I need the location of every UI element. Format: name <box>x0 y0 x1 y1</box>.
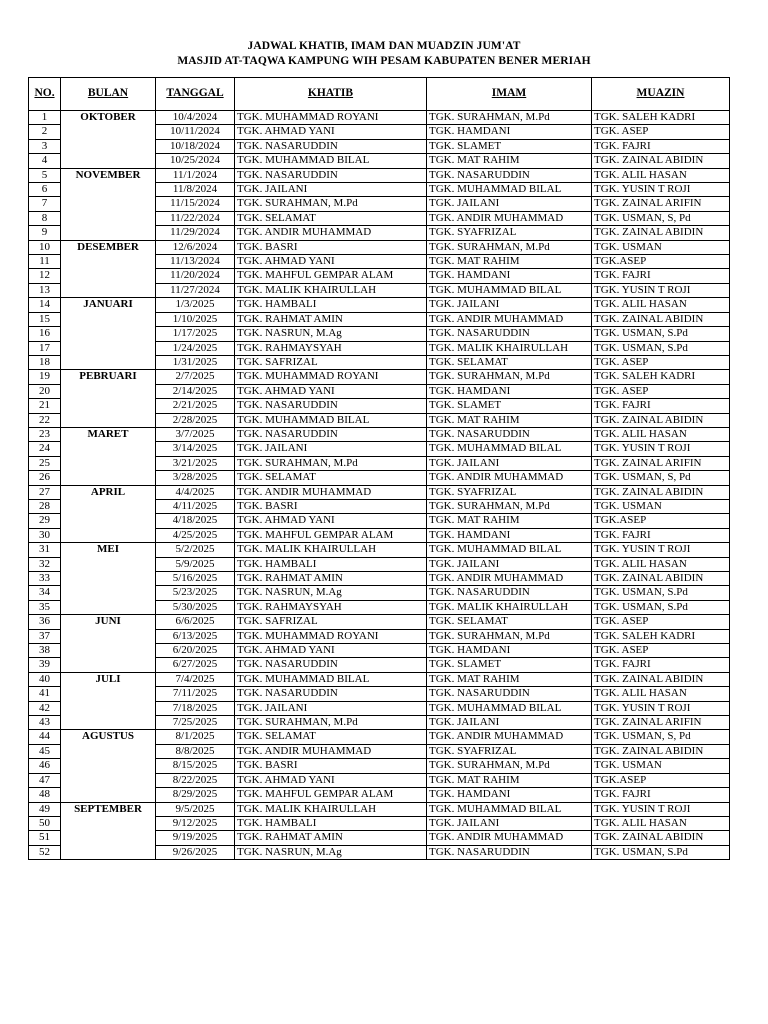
friday-date: 2/14/2025 <box>156 384 235 398</box>
khatib-name: TGK. AHMAD YANI <box>235 125 427 139</box>
imam-name: TGK. ANDIR MUHAMMAD <box>427 312 592 326</box>
muazin-name: TGK. USMAN, S, Pd <box>592 211 730 225</box>
friday-date: 8/1/2025 <box>156 730 235 744</box>
row-number: 24 <box>29 442 61 456</box>
imam-name: TGK. ANDIR MUHAMMAD <box>427 211 592 225</box>
khatib-name: TGK. AHMAD YANI <box>235 514 427 528</box>
khatib-name: TGK. RAHMAT AMIN <box>235 831 427 845</box>
friday-date: 10/18/2024 <box>156 139 235 153</box>
muazin-name: TGK. ZAINAL ABIDIN <box>592 154 730 168</box>
muazin-name: TGK. YUSIN T ROJI <box>592 543 730 557</box>
friday-date: 9/26/2025 <box>156 845 235 859</box>
friday-date: 7/11/2025 <box>156 687 235 701</box>
muazin-name: TGK.ASEP <box>592 514 730 528</box>
muazin-name: TGK. YUSIN T ROJI <box>592 183 730 197</box>
imam-name: TGK. NASARUDDIN <box>427 327 592 341</box>
imam-name: TGK. MUHAMMAD BILAL <box>427 701 592 715</box>
imam-name: TGK. SYAFRIZAL <box>427 485 592 499</box>
imam-name: TGK. SELAMAT <box>427 615 592 629</box>
row-number: 52 <box>29 845 61 859</box>
row-number: 49 <box>29 802 61 816</box>
friday-date: 6/27/2025 <box>156 658 235 672</box>
friday-date: 6/20/2025 <box>156 644 235 658</box>
row-number: 3 <box>29 139 61 153</box>
khatib-name: TGK. JAILANI <box>235 183 427 197</box>
khatib-name: TGK. ANDIR MUHAMMAD <box>235 226 427 240</box>
muazin-name: TGK. YUSIN T ROJI <box>592 802 730 816</box>
muazin-name: TGK. FAJRI <box>592 528 730 542</box>
friday-date: 7/4/2025 <box>156 672 235 686</box>
table-row <box>29 615 730 629</box>
muazin-name: TGK.ASEP <box>592 773 730 787</box>
row-number: 28 <box>29 499 61 513</box>
imam-name: TGK. ANDIR MUHAMMAD <box>427 471 592 485</box>
muazin-name: TGK. ASEP <box>592 384 730 398</box>
muazin-name: TGK. ZAINAL ABIDIN <box>592 672 730 686</box>
muazin-name: TGK. USMAN <box>592 240 730 254</box>
imam-name: TGK. MAT RAHIM <box>427 413 592 427</box>
schedule-table <box>28 77 730 860</box>
row-number: 11 <box>29 255 61 269</box>
muazin-name: TGK. ALIL HASAN <box>592 816 730 830</box>
month-name: JULI <box>61 672 156 730</box>
muazin-name: TGK. USMAN, S.Pd <box>592 845 730 859</box>
friday-date: 10/4/2024 <box>156 111 235 125</box>
table-row <box>29 543 730 557</box>
khatib-name: TGK. MUHAMMAD BILAL <box>235 154 427 168</box>
muazin-name: TGK. ASEP <box>592 355 730 369</box>
muazin-name: TGK. USMAN, S.Pd <box>592 341 730 355</box>
friday-date: 2/7/2025 <box>156 370 235 384</box>
row-number: 31 <box>29 543 61 557</box>
month-name: DESEMBER <box>61 240 156 298</box>
khatib-name: TGK. ANDIR MUHAMMAD <box>235 485 427 499</box>
month-name: MARET <box>61 427 156 485</box>
khatib-name: TGK. AHMAD YANI <box>235 384 427 398</box>
imam-name: TGK. MUHAMMAD BILAL <box>427 183 592 197</box>
khatib-name: TGK. JAILANI <box>235 701 427 715</box>
khatib-name: TGK. MUHAMMAD ROYANI <box>235 629 427 643</box>
row-number: 19 <box>29 370 61 384</box>
imam-name: TGK. SLAMET <box>427 139 592 153</box>
muazin-name: TGK. ALIL HASAN <box>592 687 730 701</box>
friday-date: 9/12/2025 <box>156 816 235 830</box>
month-name: SEPTEMBER <box>61 802 156 860</box>
imam-name: TGK. SURAHMAN, M.Pd <box>427 759 592 773</box>
imam-name: TGK. SURAHMAN, M.Pd <box>427 240 592 254</box>
imam-name: TGK. MAT RAHIM <box>427 255 592 269</box>
row-number: 43 <box>29 716 61 730</box>
khatib-name: TGK. NASARUDDIN <box>235 139 427 153</box>
header-tanggal: TANGGAL <box>156 78 235 111</box>
row-number: 12 <box>29 269 61 283</box>
table-row <box>29 730 730 744</box>
khatib-name: TGK. BASRI <box>235 759 427 773</box>
row-number: 39 <box>29 658 61 672</box>
month-name: JUNI <box>61 615 156 673</box>
khatib-name: TGK. HAMBALI <box>235 298 427 312</box>
khatib-name: TGK. MAHFUL GEMPAR ALAM <box>235 788 427 802</box>
table-row <box>29 298 730 312</box>
month-name: NOVEMBER <box>61 168 156 240</box>
header-no: NO. <box>29 78 61 111</box>
imam-name: TGK. SLAMET <box>427 399 592 413</box>
muazin-name: TGK. USMAN <box>592 759 730 773</box>
row-number: 5 <box>29 168 61 182</box>
row-number: 34 <box>29 586 61 600</box>
row-number: 37 <box>29 629 61 643</box>
row-number: 33 <box>29 572 61 586</box>
month-name: PEBRUARI <box>61 370 156 428</box>
khatib-name: TGK. SELAMAT <box>235 211 427 225</box>
friday-date: 1/10/2025 <box>156 312 235 326</box>
muazin-name: TGK. SALEH KADRI <box>592 629 730 643</box>
khatib-name: TGK. NASARUDDIN <box>235 687 427 701</box>
friday-date: 1/24/2025 <box>156 341 235 355</box>
row-number: 35 <box>29 600 61 614</box>
imam-name: TGK. MUHAMMAD BILAL <box>427 543 592 557</box>
muazin-name: TGK.ASEP <box>592 255 730 269</box>
document-title: JADWAL KHATIB, IMAM DAN MUADZIN JUM'AT <box>247 40 521 52</box>
friday-date: 7/18/2025 <box>156 701 235 715</box>
imam-name: TGK. JAILANI <box>427 456 592 470</box>
khatib-name: TGK. NASARUDDIN <box>235 399 427 413</box>
muazin-name: TGK. ZAINAL ARIFIN <box>592 456 730 470</box>
friday-date: 5/2/2025 <box>156 543 235 557</box>
row-number: 29 <box>29 514 61 528</box>
muazin-name: TGK. FAJRI <box>592 399 730 413</box>
khatib-name: TGK. AHMAD YANI <box>235 773 427 787</box>
khatib-name: TGK. SAFRIZAL <box>235 615 427 629</box>
muazin-name: TGK. YUSIN T ROJI <box>592 283 730 297</box>
khatib-name: TGK. MALIK KHAIRULLAH <box>235 283 427 297</box>
table-row <box>29 111 730 125</box>
imam-name: TGK. NASARUDDIN <box>427 845 592 859</box>
khatib-name: TGK. SURAHMAN, M.Pd <box>235 716 427 730</box>
khatib-name: TGK. NASARUDDIN <box>235 427 427 441</box>
month-name: APRIL <box>61 485 156 543</box>
khatib-name: TGK. SELAMAT <box>235 730 427 744</box>
row-number: 4 <box>29 154 61 168</box>
khatib-name: TGK. NASRUN, M.Ag <box>235 845 427 859</box>
khatib-name: TGK. MUHAMMAD BILAL <box>235 413 427 427</box>
row-number: 23 <box>29 427 61 441</box>
table-row <box>29 427 730 441</box>
friday-date: 5/23/2025 <box>156 586 235 600</box>
row-number: 1 <box>29 111 61 125</box>
khatib-name: TGK. NASARUDDIN <box>235 658 427 672</box>
imam-name: TGK. MAT RAHIM <box>427 773 592 787</box>
row-number: 16 <box>29 327 61 341</box>
imam-name: TGK. JAILANI <box>427 557 592 571</box>
muazin-name: TGK. ZAINAL ARIFIN <box>592 197 730 211</box>
friday-date: 4/11/2025 <box>156 499 235 513</box>
friday-date: 11/27/2024 <box>156 283 235 297</box>
khatib-name: TGK. SURAHMAN, M.Pd <box>235 197 427 211</box>
muazin-name: TGK. SALEH KADRI <box>592 111 730 125</box>
row-number: 10 <box>29 240 61 254</box>
khatib-name: TGK. BASRI <box>235 240 427 254</box>
friday-date: 5/30/2025 <box>156 600 235 614</box>
khatib-name: TGK. BASRI <box>235 499 427 513</box>
muazin-name: TGK. ZAINAL ABIDIN <box>592 413 730 427</box>
imam-name: TGK. SYAFRIZAL <box>427 226 592 240</box>
khatib-name: TGK. SAFRIZAL <box>235 355 427 369</box>
table-row <box>29 370 730 384</box>
muazin-name: TGK. ASEP <box>592 125 730 139</box>
row-number: 13 <box>29 283 61 297</box>
muazin-name: TGK. ASEP <box>592 615 730 629</box>
muazin-name: TGK. USMAN, S, Pd <box>592 471 730 485</box>
friday-date: 4/18/2025 <box>156 514 235 528</box>
row-number: 41 <box>29 687 61 701</box>
row-number: 15 <box>29 312 61 326</box>
imam-name: TGK. JAILANI <box>427 298 592 312</box>
imam-name: TGK. MAT RAHIM <box>427 514 592 528</box>
friday-date: 11/29/2024 <box>156 226 235 240</box>
khatib-name: TGK. MALIK KHAIRULLAH <box>235 802 427 816</box>
khatib-name: TGK. HAMBALI <box>235 816 427 830</box>
document-subtitle: MASJID AT-TAQWA KAMPUNG WIH PESAM KABUPATEN BENER MERIAH <box>177 55 591 67</box>
khatib-name: TGK. MUHAMMAD ROYANI <box>235 111 427 125</box>
row-number: 8 <box>29 211 61 225</box>
row-number: 20 <box>29 384 61 398</box>
muazin-name: TGK. SALEH KADRI <box>592 370 730 384</box>
friday-date: 6/6/2025 <box>156 615 235 629</box>
row-number: 38 <box>29 644 61 658</box>
khatib-name: TGK. MUHAMMAD BILAL <box>235 672 427 686</box>
imam-name: TGK. HAMDANI <box>427 384 592 398</box>
imam-name: TGK. HAMDANI <box>427 788 592 802</box>
khatib-name: TGK. MALIK KHAIRULLAH <box>235 543 427 557</box>
friday-date: 1/3/2025 <box>156 298 235 312</box>
imam-name: TGK. SELAMAT <box>427 355 592 369</box>
friday-date: 5/9/2025 <box>156 557 235 571</box>
muazin-name: TGK. YUSIN T ROJI <box>592 701 730 715</box>
friday-date: 2/28/2025 <box>156 413 235 427</box>
muazin-name: TGK. ALIL HASAN <box>592 168 730 182</box>
row-number: 30 <box>29 528 61 542</box>
imam-name: TGK. NASARUDDIN <box>427 168 592 182</box>
muazin-name: TGK. FAJRI <box>592 788 730 802</box>
friday-date: 11/20/2024 <box>156 269 235 283</box>
friday-date: 8/8/2025 <box>156 744 235 758</box>
friday-date: 4/25/2025 <box>156 528 235 542</box>
friday-date: 10/25/2024 <box>156 154 235 168</box>
khatib-name: TGK. SURAHMAN, M.Pd <box>235 456 427 470</box>
friday-date: 3/21/2025 <box>156 456 235 470</box>
header-row <box>29 78 730 111</box>
friday-date: 2/21/2025 <box>156 399 235 413</box>
muazin-name: TGK. USMAN, S.Pd <box>592 600 730 614</box>
imam-name: TGK. SURAHMAN, M.Pd <box>427 629 592 643</box>
imam-name: TGK. SYAFRIZAL <box>427 744 592 758</box>
khatib-name: TGK. RAHMAYSYAH <box>235 600 427 614</box>
muazin-name: TGK. ZAINAL ABIDIN <box>592 312 730 326</box>
row-number: 45 <box>29 744 61 758</box>
table-row <box>29 485 730 499</box>
muazin-name: TGK. ALIL HASAN <box>592 427 730 441</box>
khatib-name: TGK. AHMAD YANI <box>235 644 427 658</box>
muazin-name: TGK. ALIL HASAN <box>592 298 730 312</box>
muazin-name: TGK. USMAN, S, Pd <box>592 730 730 744</box>
friday-date: 10/11/2024 <box>156 125 235 139</box>
imam-name: TGK. JAILANI <box>427 816 592 830</box>
imam-name: TGK. JAILANI <box>427 197 592 211</box>
muazin-name: TGK. USMAN, S.Pd <box>592 327 730 341</box>
month-name: AGUSTUS <box>61 730 156 802</box>
row-number: 46 <box>29 759 61 773</box>
header-imam: IMAM <box>427 78 592 111</box>
header-bulan: BULAN <box>61 78 156 111</box>
row-number: 25 <box>29 456 61 470</box>
row-number: 6 <box>29 183 61 197</box>
friday-date: 9/19/2025 <box>156 831 235 845</box>
imam-name: TGK. MAT RAHIM <box>427 672 592 686</box>
khatib-name: TGK. MAHFUL GEMPAR ALAM <box>235 528 427 542</box>
friday-date: 11/22/2024 <box>156 211 235 225</box>
khatib-name: TGK. SELAMAT <box>235 471 427 485</box>
muazin-name: TGK. ZAINAL ABIDIN <box>592 572 730 586</box>
imam-name: TGK. NASARUDDIN <box>427 687 592 701</box>
schedule-body <box>29 111 730 860</box>
row-number: 7 <box>29 197 61 211</box>
friday-date: 4/4/2025 <box>156 485 235 499</box>
imam-name: TGK. JAILANI <box>427 716 592 730</box>
imam-name: TGK. SURAHMAN, M.Pd <box>427 499 592 513</box>
friday-date: 8/29/2025 <box>156 788 235 802</box>
row-number: 21 <box>29 399 61 413</box>
friday-date: 6/13/2025 <box>156 629 235 643</box>
table-row <box>29 672 730 686</box>
row-number: 51 <box>29 831 61 845</box>
month-name: JANUARI <box>61 298 156 370</box>
friday-date: 8/15/2025 <box>156 759 235 773</box>
muazin-name: TGK. YUSIN T ROJI <box>592 442 730 456</box>
imam-name: TGK. MALIK KHAIRULLAH <box>427 600 592 614</box>
row-number: 26 <box>29 471 61 485</box>
row-number: 40 <box>29 672 61 686</box>
imam-name: TGK. NASARUDDIN <box>427 427 592 441</box>
friday-date: 1/31/2025 <box>156 355 235 369</box>
row-number: 18 <box>29 355 61 369</box>
header-khatib: KHATIB <box>235 78 427 111</box>
friday-date: 1/17/2025 <box>156 327 235 341</box>
khatib-name: TGK. RAHMAT AMIN <box>235 572 427 586</box>
muazin-name: TGK. ASEP <box>592 644 730 658</box>
khatib-name: TGK. MAHFUL GEMPAR ALAM <box>235 269 427 283</box>
imam-name: TGK. MAT RAHIM <box>427 154 592 168</box>
friday-date: 3/14/2025 <box>156 442 235 456</box>
friday-date: 11/15/2024 <box>156 197 235 211</box>
khatib-name: TGK. JAILANI <box>235 442 427 456</box>
muazin-name: TGK. ZAINAL ARIFIN <box>592 716 730 730</box>
header-muazin: MUAZIN <box>592 78 730 111</box>
imam-name: TGK. NASARUDDIN <box>427 586 592 600</box>
row-number: 42 <box>29 701 61 715</box>
row-number: 47 <box>29 773 61 787</box>
muazin-name: TGK. ZAINAL ABIDIN <box>592 744 730 758</box>
row-number: 2 <box>29 125 61 139</box>
row-number: 44 <box>29 730 61 744</box>
imam-name: TGK. MUHAMMAD BILAL <box>427 802 592 816</box>
row-number: 22 <box>29 413 61 427</box>
table-row <box>29 168 730 182</box>
month-name: OKTOBER <box>61 111 156 169</box>
muazin-name: TGK. ZAINAL ABIDIN <box>592 831 730 845</box>
muazin-name: TGK. USMAN <box>592 499 730 513</box>
friday-date: 7/25/2025 <box>156 716 235 730</box>
imam-name: TGK. HAMDANI <box>427 528 592 542</box>
muazin-name: TGK. FAJRI <box>592 658 730 672</box>
muazin-name: TGK. ALIL HASAN <box>592 557 730 571</box>
row-number: 50 <box>29 816 61 830</box>
imam-name: TGK. HAMDANI <box>427 644 592 658</box>
khatib-name: TGK. MUHAMMAD ROYANI <box>235 370 427 384</box>
row-number: 9 <box>29 226 61 240</box>
imam-name: TGK. SURAHMAN, M.Pd <box>427 370 592 384</box>
imam-name: TGK. HAMDANI <box>427 125 592 139</box>
muazin-name: TGK. ZAINAL ABIDIN <box>592 226 730 240</box>
imam-name: TGK. ANDIR MUHAMMAD <box>427 572 592 586</box>
table-row <box>29 802 730 816</box>
friday-date: 5/16/2025 <box>156 572 235 586</box>
khatib-name: TGK. AHMAD YANI <box>235 255 427 269</box>
khatib-name: TGK. NASARUDDIN <box>235 168 427 182</box>
row-number: 48 <box>29 788 61 802</box>
khatib-name: TGK. ANDIR MUHAMMAD <box>235 744 427 758</box>
imam-name: TGK. MUHAMMAD BILAL <box>427 283 592 297</box>
friday-date: 11/1/2024 <box>156 168 235 182</box>
imam-name: TGK. MALIK KHAIRULLAH <box>427 341 592 355</box>
imam-name: TGK. SURAHMAN, M.Pd <box>427 111 592 125</box>
friday-date: 12/6/2024 <box>156 240 235 254</box>
table-row <box>29 240 730 254</box>
friday-date: 3/28/2025 <box>156 471 235 485</box>
month-name: MEI <box>61 543 156 615</box>
row-number: 36 <box>29 615 61 629</box>
row-number: 32 <box>29 557 61 571</box>
row-number: 14 <box>29 298 61 312</box>
muazin-name: TGK. FAJRI <box>592 269 730 283</box>
khatib-name: TGK. NASRUN, M.Ag <box>235 586 427 600</box>
friday-date: 8/22/2025 <box>156 773 235 787</box>
friday-date: 3/7/2025 <box>156 427 235 441</box>
khatib-name: TGK. HAMBALI <box>235 557 427 571</box>
khatib-name: TGK. NASRUN, M.Ag <box>235 327 427 341</box>
friday-date: 11/8/2024 <box>156 183 235 197</box>
imam-name: TGK. HAMDANI <box>427 269 592 283</box>
imam-name: TGK. SLAMET <box>427 658 592 672</box>
khatib-name: TGK. RAHMAT AMIN <box>235 312 427 326</box>
imam-name: TGK. ANDIR MUHAMMAD <box>427 831 592 845</box>
imam-name: TGK. ANDIR MUHAMMAD <box>427 730 592 744</box>
imam-name: TGK. MUHAMMAD BILAL <box>427 442 592 456</box>
muazin-name: TGK. ZAINAL ABIDIN <box>592 485 730 499</box>
friday-date: 9/5/2025 <box>156 802 235 816</box>
row-number: 27 <box>29 485 61 499</box>
muazin-name: TGK. USMAN, S.Pd <box>592 586 730 600</box>
khatib-name: TGK. RAHMAYSYAH <box>235 341 427 355</box>
friday-date: 11/13/2024 <box>156 255 235 269</box>
row-number: 17 <box>29 341 61 355</box>
muazin-name: TGK. FAJRI <box>592 139 730 153</box>
